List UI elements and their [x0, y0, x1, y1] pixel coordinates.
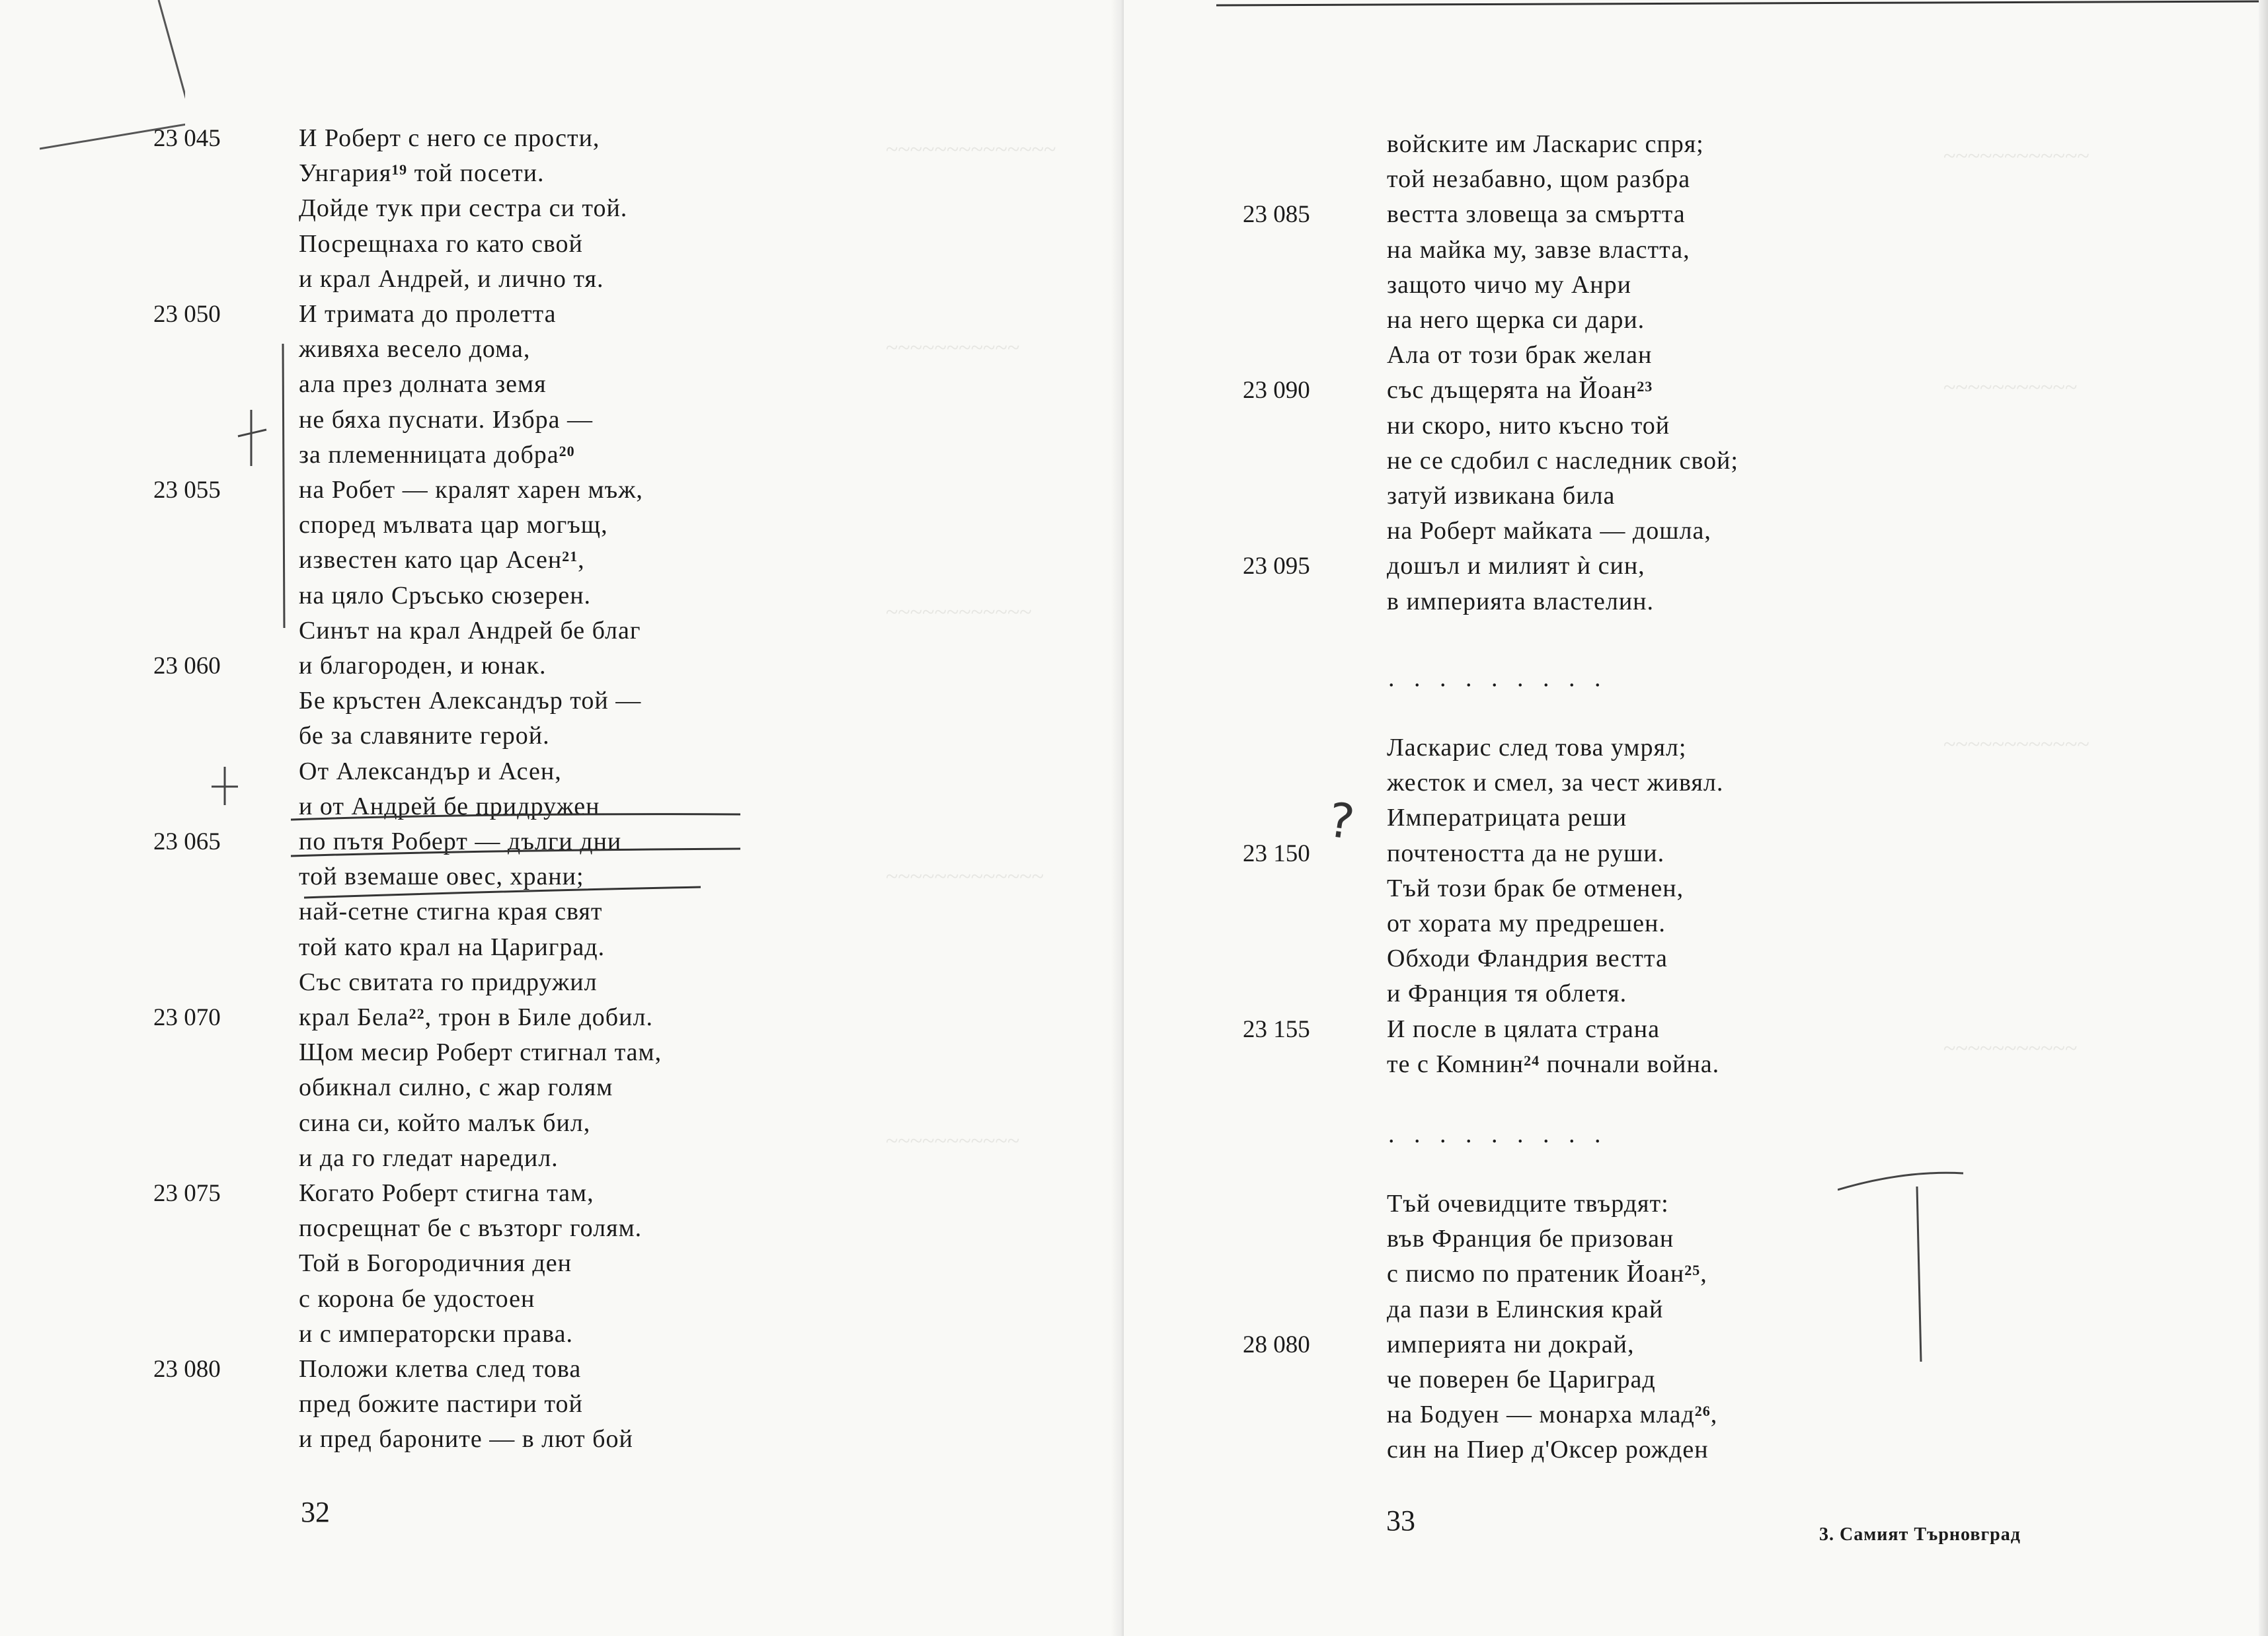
- verse-text: [1387, 338, 1652, 373]
- line-number: 23 045: [153, 125, 221, 152]
- verse-text-main: не се сдобил с наследник свой;: [1387, 446, 1739, 475]
- verse-text-rest: той посети.: [407, 159, 545, 188]
- verse-text: [299, 1246, 572, 1281]
- verse-text-main: Тъй очевидците твърдят:: [1387, 1190, 1669, 1218]
- verse-text: [299, 1070, 613, 1105]
- verse-text-main: с корона бе удостоен: [299, 1284, 535, 1313]
- ellipsis-row-2: . . . . . . . . .: [1388, 1120, 1608, 1148]
- verse-text: [299, 754, 562, 789]
- verse-text-main: и Франция тя облетя.: [1387, 980, 1627, 1008]
- verse-text: [1387, 1397, 1717, 1432]
- verse-text-main: ни скоро, нито късно той: [1387, 411, 1670, 440]
- verse-text: [1387, 268, 1631, 303]
- verse-text-main: че поверен бе Цариград: [1387, 1366, 1656, 1393]
- verse-text-main: и пред бароните — в лют бой: [299, 1425, 633, 1454]
- verse-text: [1387, 444, 1739, 479]
- verse-text: [1387, 303, 1645, 338]
- verse-text-main: посрещнат бе с възторг голям.: [299, 1214, 643, 1243]
- signature-footer: 3. Самият Търновград: [1819, 1524, 2021, 1545]
- line-number: 23 075: [153, 1180, 221, 1207]
- verse-text: [299, 332, 530, 367]
- verse-text-main: Дойде тук при сестра си той.: [299, 194, 628, 223]
- verse-text: [1387, 1292, 1663, 1327]
- verse-text: [299, 1000, 653, 1035]
- question-mark-annotation: ?: [1325, 791, 1358, 851]
- right-page: ~~~~~~~~~~~~ ~~~~~~~~~~~ ~~~~~~~~~~~~ ~~~~~~~~~~~ войските им Ласкарис спря; той незабавно, щом разбра 23 085 вестта зловеща за смъртта на майка му, завзе властта, защото чичо му Анри на него щерка си дари. Ала от този брак желан 23 090 със дъщерята на Йоан$^{23}$ ни скоро, нито късно той не се сдобил с наследник свой; затуй извикана била на Роберт майката — дошла, 23 095 дошъл и милият ѝ син, в империята властелин. Ласкарис след това умрял; жесток и смел, за чест живял. Императрицата реши 23 150 почтеността да не руши. Тъй този брак бе отменен, от хората му предрешен. Обходи Фландрия вестта и Франция тя облетя. 23 155 И после в цялата страна те с Комнин$^{24}$ почнали война. Тъй очевидците твърдят: във Франция бе призован с писмо по пратеник Йоан$^{25}$, да пази в Елинския край 28 080 империята ни докрай, че поверен бе Цариград на Бодуен — монарха млад$^{26}$, син на Пиер д'Оксер рожден . . . . . . . . . . . . . . . . . . ? 33 3. Самият Търновград: [1124, 0, 2268, 1636]
- verse-text-rest: ,: [1700, 1260, 1707, 1288]
- line-number: 23 085: [1243, 201, 1310, 229]
- verse-text-main: във Франция бе призован: [1387, 1225, 1674, 1253]
- verse-text: [299, 1422, 633, 1457]
- plus-mark-1: [235, 410, 268, 469]
- verse-text: [299, 367, 547, 402]
- verse-text-main: по пътя Роберт — дълги дни: [299, 828, 622, 855]
- verse-text: [1387, 1257, 1707, 1292]
- verse-text-main: и с императорски права.: [299, 1319, 573, 1348]
- verse-text: [299, 1106, 590, 1141]
- verse-text-main: Посрещнаха го като свой: [299, 229, 583, 258]
- verse-text-main: той вземаше овес, храни;: [299, 863, 584, 891]
- line-number: 28 080: [1243, 1331, 1310, 1358]
- verse-text: [299, 719, 550, 754]
- verse-text: [1387, 479, 1615, 514]
- footnote-ref: 21: [562, 548, 578, 565]
- verse-text: [299, 297, 557, 332]
- line-number: 23 150: [1243, 839, 1310, 867]
- verse-text: [299, 543, 585, 578]
- margin-note-mark: [1838, 1170, 1970, 1368]
- verse-text: [299, 1035, 662, 1070]
- verse-text-main: Със свитата го придружил: [299, 968, 598, 996]
- verse-text: [1387, 800, 1627, 836]
- plus-mark-2: [210, 767, 239, 806]
- verse-text-main: защото чичо му Анри: [1387, 270, 1631, 299]
- verse-text: [299, 1387, 583, 1422]
- verse-text: [299, 965, 598, 1000]
- verse-text-main: бе за славяните герой.: [299, 722, 550, 750]
- footnote-ref: 24: [1524, 1052, 1540, 1069]
- verse-text: [1387, 409, 1670, 444]
- verse-text: [299, 648, 547, 683]
- line-number: 23 055: [153, 477, 221, 504]
- verse-text: [1387, 1047, 1719, 1082]
- verse-text-main: И тримата до пролетта: [299, 300, 557, 328]
- verse-text-main: на майка му, завзе властта,: [1387, 235, 1690, 264]
- verse-text-main: дошъл и милият ѝ син,: [1387, 552, 1645, 580]
- verse-text-main: на него щерка си дари.: [1387, 306, 1645, 334]
- top-edge-mark: [1216, 0, 2268, 13]
- verse-text: [1387, 1187, 1669, 1222]
- line-number: 23 095: [1243, 553, 1310, 580]
- verse-text-main: на Роберт майката — дошла,: [1387, 517, 1711, 545]
- verse-text-rest: почнали война.: [1540, 1050, 1720, 1078]
- verse-text-main: крал Бела: [299, 1003, 409, 1031]
- verse-text: [299, 403, 593, 438]
- page-edge: [2259, 0, 2268, 1636]
- verse-text-main: Унгария: [299, 159, 392, 188]
- verse-text: [1387, 906, 1666, 941]
- verse-text: [299, 1282, 535, 1317]
- verse-text-main: не бяха пуснати. Избра —: [299, 405, 593, 434]
- verse-text: [299, 930, 605, 965]
- verse-text-main: най-сетне стигна края свят: [299, 898, 603, 926]
- footnote-ref: 19: [391, 161, 408, 178]
- verse-text-main: ала през долната земя: [299, 370, 547, 399]
- verse-text: [1387, 836, 1664, 871]
- verse-text-main: Бе кръстен Александър той —: [299, 687, 642, 715]
- verse-text: [299, 262, 604, 297]
- verse-text-main: и благороден, и юнак.: [299, 652, 547, 680]
- verse-text: [1387, 1012, 1660, 1047]
- verse-text-main: на Робет — кралят харен мъж,: [299, 476, 643, 504]
- verse-text-main: Той в Богородичния ден: [299, 1249, 572, 1278]
- verse-text-rest: ,: [1710, 1401, 1718, 1429]
- verse-text-main: Императрицата реши: [1387, 804, 1627, 832]
- margin-bracket-mark: [278, 344, 291, 635]
- verse-text-main: те с Комнин: [1387, 1050, 1524, 1078]
- verse-text-main: за племенницата добра: [299, 440, 559, 469]
- verse-text-main: според мълвата цар могъщ,: [299, 511, 608, 539]
- verse-text-main: Когато Роберт стигна там,: [299, 1179, 594, 1207]
- verse-text-main: империята ни докрай,: [1387, 1330, 1635, 1358]
- verse-text-main: И после в цялата страна: [1387, 1015, 1660, 1043]
- footnote-ref: 22: [409, 1005, 425, 1022]
- line-number: 23 090: [1243, 377, 1310, 405]
- underline-mark: [291, 813, 740, 906]
- verse-text-main: жесток и смел, за чест живял.: [1387, 769, 1724, 797]
- verse-text-main: затуй извикана била: [1387, 482, 1616, 510]
- verse-text: [299, 1211, 642, 1246]
- verse-text: [299, 438, 575, 473]
- verse-text: [299, 613, 641, 648]
- verse-text-main: И Роберт с него се прости,: [299, 124, 600, 152]
- line-number: 23 060: [153, 652, 221, 680]
- verse-text-main: и да го гледат наредил.: [299, 1144, 559, 1172]
- verse-text: [1387, 549, 1645, 584]
- verse-text: [299, 1352, 581, 1387]
- verse-text: [1387, 127, 1704, 162]
- verse-text-main: с писмо по пратеник Йоан: [1387, 1260, 1685, 1288]
- verse-text-main: войските им Ласкарис спря;: [1387, 130, 1704, 158]
- page-number-right: 33: [1386, 1504, 1415, 1537]
- footnote-ref: 25: [1684, 1262, 1701, 1279]
- verse-text: [1387, 373, 1653, 408]
- ellipsis-row-1: . . . . . . . . .: [1388, 664, 1608, 692]
- verse-text-main: той незабавно, щом разбра: [1387, 165, 1691, 194]
- verse-text: [1387, 1432, 1709, 1467]
- footnote-ref: 23: [1637, 378, 1653, 395]
- verse-text-main: от хората му предрешен.: [1387, 910, 1666, 937]
- verse-text: [1387, 976, 1627, 1011]
- verse-text: [299, 121, 600, 156]
- verse-text-main: Положи клетва след това: [299, 1355, 582, 1383]
- verse-text: [1387, 162, 1690, 197]
- line-number: 23 065: [153, 828, 221, 855]
- verse-text: [1387, 1327, 1635, 1362]
- verse-text-main: със дъщерята на Йоан: [1387, 376, 1637, 405]
- verse-text-main: Щом месир Роберт стигнал там,: [299, 1038, 662, 1067]
- verse-text: [1387, 584, 1654, 619]
- verse-text: [299, 683, 641, 719]
- verse-text: [1387, 765, 1723, 800]
- verse-text: [1387, 1362, 1656, 1397]
- verse-text-main: на цяло Сръсько сюзерен.: [299, 581, 592, 609]
- line-number: 23 050: [153, 301, 221, 328]
- left-page: ~~~~~~~~~~~~~~ ~~~~~~~~~~~ ~~~~~~~~~~~~ ~~~~~~~~~~~~~ ~~~~~~~~~~~ 23 045 И Роберт с него се прости, Унгария$^{19}$ той посети. Дойде тук при сестра си той. Посрещнаха го като свой и крал Андрей, и лично тя. 23 050 И тримата до пролетта живяха весело дома, ала през долната земя не бяха пуснати. Избра — за племенницата добра$^{20}$ 23 055 на Робет — кралят харен мъж, според мълвата цар могъщ, известен като цар Асен$^{21}$, на цяло Сръсько сюзерен. Синът на крал Андрей бе благ 23 060 и благороден, и юнак. Бе кръстен Александър той — бе за славяните герой. От Александър и Асен, и от Андрей бе придружен 23 065 по пътя Роберт — дълги дни той вземаше овес, храни; най-сетне стигна края свят той като крал на Цариград. Със свитата го придружил 23 070 крал Бела$^{22}$, трон в Биле добил. Щом месир Роберт стигнал там, обикнал силно, с жар голям сина си, който малък бил, и да го гледат наредил. 23 075 Когато Роберт стигна там, посрещнат бе с възторг голям. Той в Богородичния ден с корона бе удостоен и с императорски права. 23 080 Положи клетва след това пред божите пастири той и пред бароните — в лют бой 32: [0, 0, 1124, 1636]
- verse-text-main: той като крал на Цариград.: [299, 933, 606, 961]
- verse-text-main: Обходи Фландрия вестта: [1387, 945, 1668, 973]
- verse-text: [1387, 197, 1686, 232]
- verse-text: [1387, 730, 1686, 765]
- line-number: 23 080: [153, 1356, 221, 1383]
- verse-text-main: известен като цар Асен: [299, 546, 563, 574]
- verse-text-main: в империята властелин.: [1387, 587, 1655, 615]
- verse-text: [1387, 871, 1684, 906]
- verse-text: [299, 508, 608, 543]
- verse-text: [299, 1141, 559, 1176]
- verse-text: [299, 578, 591, 613]
- footnote-ref: 26: [1694, 1403, 1711, 1420]
- verse-text: [299, 473, 643, 508]
- verse-text-main: Тъй този брак бе отменен,: [1387, 874, 1684, 902]
- verse-text-main: вестта зловеща за смъртта: [1387, 200, 1686, 229]
- verse-text-main: Ласкарис след това умрял;: [1387, 734, 1687, 761]
- verse-text: [1387, 514, 1711, 549]
- verse-text-main: почтеността да не руши.: [1387, 839, 1665, 867]
- verse-text-main: От Александър и Асен,: [299, 757, 562, 785]
- verse-text-main: живяха весело дома,: [299, 335, 531, 364]
- verse-text: [299, 191, 627, 226]
- verse-text: [1387, 1222, 1674, 1257]
- verse-text: [299, 227, 583, 262]
- verse-text-rest: , трон в Биле добил.: [424, 1003, 653, 1031]
- verse-text: [299, 1317, 573, 1352]
- verse-text-main: и крал Андрей, и лично тя.: [299, 264, 604, 293]
- verse-text-main: сина си, който малък бил,: [299, 1109, 591, 1137]
- verse-text-rest: ,: [578, 546, 585, 574]
- verse-text-main: Синът на крал Андрей бе благ: [299, 616, 641, 644]
- line-number: 23 155: [1243, 1015, 1310, 1043]
- verse-text-main: пред божите пастири той: [299, 1390, 583, 1419]
- verse-text-main: и от Андрей бе придружен: [299, 792, 600, 820]
- verse-text: [1387, 941, 1668, 976]
- verse-text-main: да пази в Елинския край: [1387, 1295, 1664, 1323]
- verse-text-main: син на Пиер д'Оксер рожден: [1387, 1436, 1709, 1464]
- page-number-left: 32: [301, 1496, 330, 1528]
- verse-text-main: Ала от този брак желан: [1387, 341, 1653, 370]
- verse-text: [299, 1176, 594, 1211]
- footnote-ref: 20: [559, 442, 575, 459]
- line-number: 23 070: [153, 1004, 221, 1031]
- verse-text-main: на Бодуен — монарха млад: [1387, 1401, 1695, 1429]
- verse-text: [299, 156, 545, 191]
- verse-text-main: обикнал силно, с жар голям: [299, 1073, 613, 1102]
- verse-text: [1387, 233, 1690, 268]
